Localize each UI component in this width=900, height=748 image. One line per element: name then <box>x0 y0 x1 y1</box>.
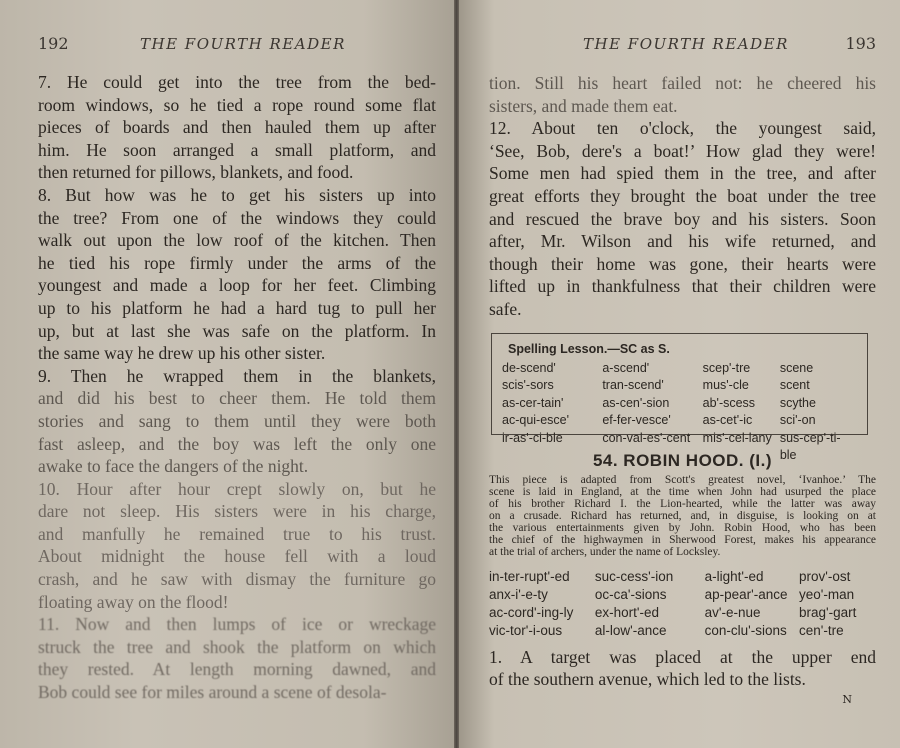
text-line: 12. About ten o'clock, the youngest said, <box>489 118 876 139</box>
word: vic-tor'-i-ous <box>489 622 563 638</box>
vocabulary-row <box>489 622 876 640</box>
text-line: Bob could see for miles around a scene of desola- <box>38 682 387 703</box>
vocabulary-row <box>489 586 876 604</box>
word: yeo'-man <box>798 586 855 602</box>
right-page-text <box>489 72 876 321</box>
text-line: About midnight the house fell with a loud <box>38 546 436 567</box>
word: in-ter-rupt'-ed <box>489 568 570 584</box>
text-line: on a crusade. Richard has returned, and, in disguise, is looking on at <box>489 509 876 522</box>
word: as-cer-tain' <box>502 395 564 410</box>
text-line: Some men had spied them in the tree, and after <box>489 163 876 184</box>
vocabulary-row <box>489 568 876 586</box>
text-line: him. He soon arranged a small platform, and <box>38 139 436 160</box>
text-line: after, Mr. Wilson and his wife returned, and <box>489 231 876 252</box>
text-line: and rescued the brave boy and his sisters. Soon <box>489 208 876 229</box>
text-line: at the trial of archers, under the name of Locksley. <box>489 545 721 558</box>
word: scis'-sors <box>502 378 554 393</box>
right-page-number: 193 <box>845 34 876 53</box>
spelling-row <box>502 395 857 413</box>
text-line: 11. Now and then lumps of ice or wreckage <box>38 614 436 635</box>
text-line: lifted up in thankfulness that their children were <box>489 276 876 297</box>
text-line: he tied his rope firmly under the arms of the <box>38 252 436 273</box>
text-line: fast asleep, and the boy was left the only one <box>38 433 436 454</box>
word: con-clu'-sions <box>704 622 787 638</box>
text-line: of the southern avenue, which led to the lists. <box>489 669 806 690</box>
text-line: 1. A target was placed at the upper end <box>489 646 876 667</box>
text-line: the tree? From one of the windows they could <box>38 207 436 228</box>
word: de-scend' <box>502 360 556 375</box>
word: ap-pear'-ance <box>704 586 788 602</box>
word: anx-i'-e-ty <box>489 586 548 602</box>
spelling-lesson-title: Spelling Lesson.—SC as S. <box>508 341 670 356</box>
word: sci'-on <box>779 413 816 428</box>
word: scene <box>779 360 814 375</box>
word: ac-cord'-ing-ly <box>489 604 574 620</box>
text-line: youngest and made a loop for her feet. Climbing <box>38 275 436 296</box>
text-line: awake to face the dangers of the night. <box>38 456 309 477</box>
word: ab'-scess <box>702 395 756 410</box>
word: as-cen'-sion <box>602 395 670 410</box>
text-line: of his brother Richard I. the Lion-hearted, while the latter was away <box>489 497 876 510</box>
text-line: they rested. At length morning dawned, and <box>38 659 436 680</box>
text-line: dare not sleep. His sisters were in his charge, <box>38 501 436 522</box>
text-line: pieces of boards and then hauled them up after <box>38 117 436 138</box>
text-line: ‘See, Bob, dere's a boat!’ How glad they were! <box>489 140 876 161</box>
lesson-text <box>489 646 876 691</box>
right-page-header <box>489 0 876 58</box>
text-line: crash, and he saw with dismay the furniture go <box>38 569 436 590</box>
text-line: struck the tree and shook the platform on which <box>38 636 436 657</box>
word: as-cet'-ic <box>702 413 753 428</box>
word: av'-e-nue <box>704 604 761 620</box>
text-line: then returned for pillows, blankets, and food. <box>38 162 354 183</box>
lesson-title: 54. ROBIN HOOD. (I.) <box>592 450 773 470</box>
spelling-row <box>502 360 857 378</box>
vocabulary-list <box>489 568 876 640</box>
left-page-text <box>38 71 436 704</box>
left-running-head: THE FOURTH READER <box>140 35 346 53</box>
word: ef-fer-vesce' <box>602 413 671 428</box>
text-line: 10. Hour after hour crept slowly on, but he <box>38 478 436 499</box>
word: ac-qui-esce' <box>502 413 569 428</box>
spelling-row <box>502 377 857 395</box>
word: al-low'-ance <box>594 622 667 638</box>
spelling-word-table <box>502 360 857 465</box>
right-page <box>459 0 900 748</box>
text-line: 7. He could get into the tree from the bed- <box>38 72 436 92</box>
text-line: though their home was gone, their hearts were <box>489 253 876 274</box>
left-page-number: 192 <box>38 34 69 53</box>
text-line: the chief of the highwaymen in Sherwood Forest, makes his appearance <box>489 533 876 546</box>
word: cen'-tre <box>798 622 844 638</box>
word: a-light'-ed <box>704 568 764 584</box>
text-line: great efforts they brought the boat under the tree <box>489 185 876 206</box>
text-line: safe. <box>489 298 522 319</box>
text-line: and did his best to cheer them. He told them <box>38 388 436 409</box>
word: a-scend' <box>602 360 650 375</box>
word: oc-ca'-sions <box>594 586 667 602</box>
word: tran-scend' <box>602 378 664 393</box>
text-line: tion. Still his heart failed not: he cheered his <box>489 73 876 93</box>
text-line: up, but at last she was safe on the platform. In <box>38 320 436 341</box>
word: scent <box>779 378 810 393</box>
vocabulary-row <box>489 604 876 622</box>
text-line: scene is laid in England, at the time when John had usurped the place <box>489 485 876 498</box>
word: sus-cep'-ti-ble <box>779 430 841 463</box>
text-line: sisters, and made them eat. <box>489 95 678 116</box>
text-line: and manfully he remained true to his trust. <box>38 523 436 544</box>
word: scythe <box>779 395 816 410</box>
text-line: the various entertainments given by John. Robin Hood, who has been <box>489 521 876 534</box>
text-line: stories and sang to them until they were both <box>38 410 436 431</box>
text-line: 9. Then he wrapped them in the blankets, <box>38 365 436 386</box>
word: ex-hort'-ed <box>594 604 659 620</box>
word: scep'-tre <box>702 360 751 375</box>
spelling-row <box>502 412 857 430</box>
text-line: This piece is adapted from Scott's greatest novel, ‘Ivanhoe.’ The <box>489 473 876 486</box>
word: mus'-cle <box>702 378 749 393</box>
text-line: up to his platform he had a hard tug to pull her <box>38 297 436 318</box>
word: suc-cess'-ion <box>594 568 674 584</box>
text-line: floating away on the flood! <box>38 591 229 612</box>
word: ir-as'-ci-ble <box>502 430 563 445</box>
lesson-introduction <box>489 474 876 558</box>
word: prov'-ost <box>798 568 851 584</box>
text-line: walk out upon the low roof of the kitchen. Then <box>38 230 436 251</box>
text-line: 8. But how was he to get his sisters up into <box>38 184 436 205</box>
word: brag'-gart <box>798 604 857 620</box>
left-page-header <box>38 0 436 58</box>
word: mis'-cel-lany <box>702 430 772 445</box>
text-line: the same way he drew up his other sister. <box>38 343 326 364</box>
signature-mark: N <box>842 692 852 706</box>
right-running-head: THE FOURTH READER <box>583 35 789 53</box>
text-line: room windows, so he tied a rope round some flat <box>38 94 436 115</box>
word: con-val-es'-cent <box>602 430 691 445</box>
